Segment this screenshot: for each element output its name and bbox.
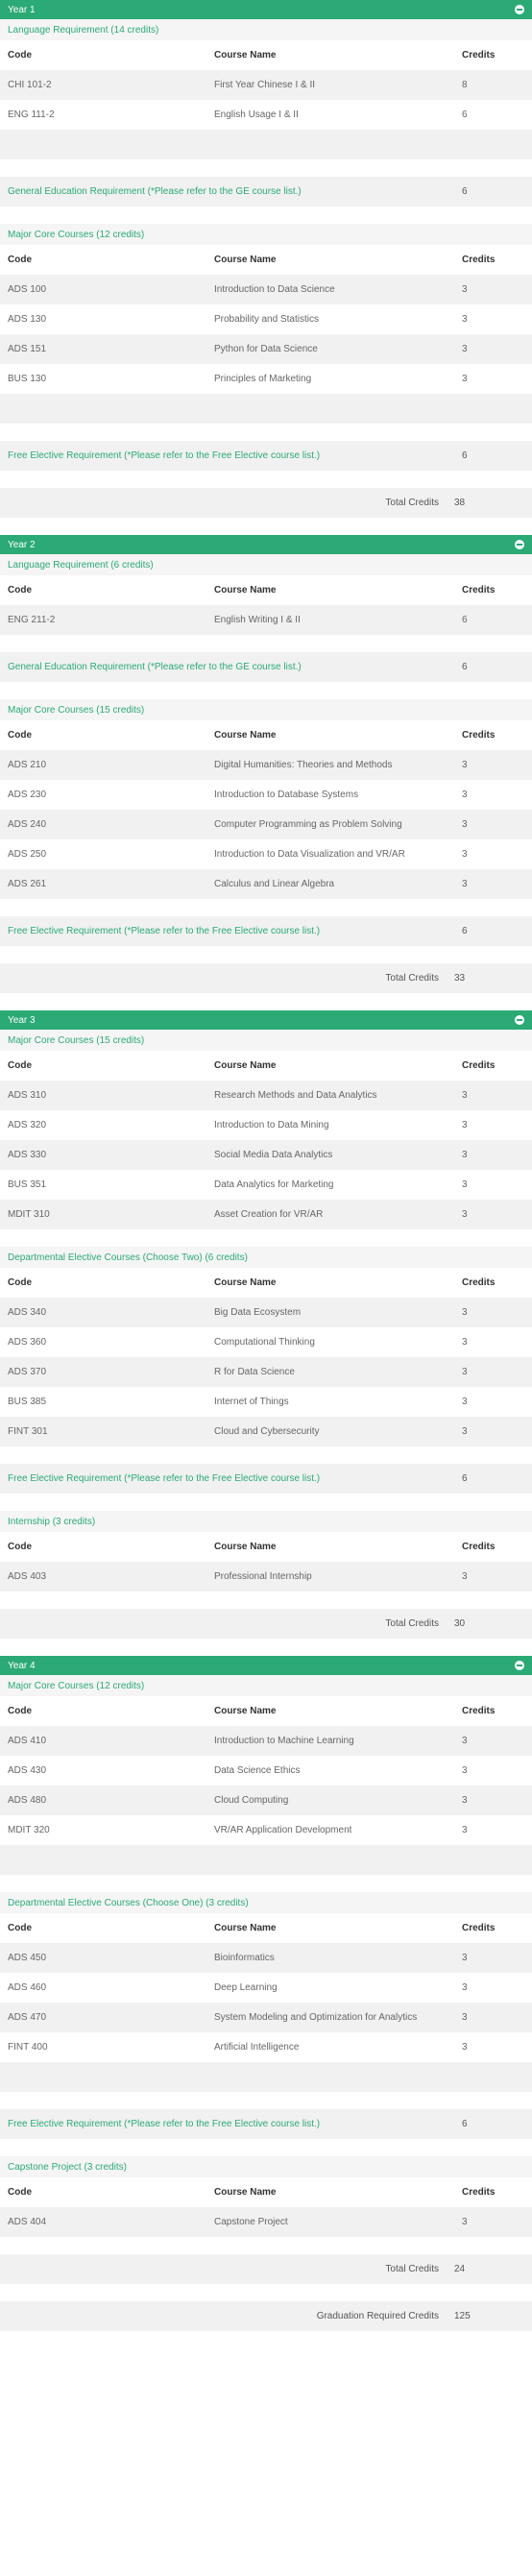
col-header-name: Course Name: [214, 1923, 277, 1933]
row-gap: [0, 993, 532, 1010]
col-header-credits: Credits: [462, 255, 496, 265]
course-credits: 6: [462, 109, 468, 120]
course-code: MDIT 310: [8, 1209, 50, 1220]
requirement-credits: 6: [462, 2119, 468, 2129]
course-credits: 3: [462, 1337, 468, 1348]
course-code: ADS 370: [8, 1367, 47, 1377]
course-code: ADS 250: [8, 849, 47, 860]
course-code: ADS 320: [8, 1120, 47, 1130]
table-row: [0, 364, 532, 394]
table-row: [0, 1110, 532, 1140]
course-name: Principles of Marketing: [214, 374, 312, 384]
table-row: [0, 2003, 532, 2032]
col-header-credits: Credits: [462, 1706, 496, 1716]
total-credits-value: 33: [454, 973, 466, 984]
course-name: Computational Thinking: [214, 1337, 315, 1348]
course-code: ADS 470: [8, 2012, 47, 2023]
course-code: ADS 480: [8, 1795, 47, 1806]
col-header-name: Course Name: [214, 585, 277, 595]
year-section: [0, 0, 532, 535]
requirement-label: Free Elective Requirement (*Please refer to the Free Elective course list.): [8, 2119, 321, 2129]
col-header-code: Code: [8, 1060, 32, 1071]
table-header-row: [0, 1913, 532, 1943]
row-gap: [0, 207, 532, 224]
year-header[interactable]: [0, 1010, 532, 1030]
table-row: [0, 605, 532, 635]
course-code: ADS 450: [8, 1953, 47, 1963]
course-code: ENG 211-2: [8, 615, 56, 625]
row-gap: [0, 899, 532, 916]
year-header[interactable]: [0, 535, 532, 554]
course-name: System Modeling and Optimization for Analytics: [214, 2012, 418, 2023]
col-header-name: Course Name: [214, 730, 277, 741]
course-credits: 3: [462, 1397, 468, 1407]
table-header-row: [0, 245, 532, 275]
course-name: Professional Internship: [214, 1571, 312, 1582]
col-header-credits: Credits: [462, 1277, 496, 1288]
col-header-code: Code: [8, 730, 32, 741]
table-row: [0, 2207, 532, 2237]
course-name: Introduction to Database Systems: [214, 790, 359, 800]
section-title: Major Core Courses (15 credits): [0, 699, 532, 720]
table-row: [0, 1417, 532, 1446]
row-gap: [0, 946, 532, 963]
table-row: [0, 1298, 532, 1327]
course-credits: 3: [462, 1426, 468, 1437]
course-credits: 3: [462, 760, 468, 770]
section-title: Language Requirement (14 credits): [0, 19, 532, 40]
table-row: [0, 1200, 532, 1229]
section-title: Departmental Elective Courses (Choose Two) (6 credits): [0, 1247, 532, 1268]
row-gap: [0, 518, 532, 535]
row-gap: [0, 682, 532, 699]
collapse-icon[interactable]: [515, 540, 524, 549]
col-header-code: Code: [8, 255, 32, 265]
col-header-code: Code: [8, 2187, 32, 2198]
course-code: BUS 130: [8, 374, 47, 384]
course-credits: 3: [462, 1090, 468, 1101]
graduation-credits-row: [0, 2301, 532, 2331]
year-section: [0, 1656, 532, 2301]
requirement-row: [0, 916, 532, 946]
requirement-credits: 6: [462, 926, 468, 936]
course-code: ADS 130: [8, 314, 47, 325]
year-title: Year 3: [8, 1014, 36, 1026]
graduation-credits-label: Graduation Required Credits: [316, 2311, 439, 2321]
table-row: [0, 100, 532, 130]
course-name: Internet of Things: [214, 1397, 289, 1407]
course-name: VR/AR Application Development: [214, 1825, 352, 1835]
course-credits: 3: [462, 790, 468, 800]
col-header-name: Course Name: [214, 2187, 277, 2198]
requirement-credits: 6: [462, 662, 468, 672]
row-filler: [0, 394, 532, 424]
col-header-name: Course Name: [214, 1060, 277, 1071]
course-credits: 3: [462, 1795, 468, 1806]
course-name: Calculus and Linear Algebra: [214, 879, 335, 889]
requirement-row: [0, 177, 532, 207]
course-code: ADS 261: [8, 879, 47, 889]
course-code: ADS 460: [8, 1982, 47, 1993]
requirement-credits: 6: [462, 1473, 468, 1484]
course-name: Capstone Project: [214, 2217, 288, 2227]
course-credits: 3: [462, 819, 468, 830]
table-header-row: [0, 1532, 532, 1562]
col-header-name: Course Name: [214, 1542, 277, 1552]
course-name: Introduction to Data Visualization and VR/AR: [214, 849, 405, 860]
section-title: Major Core Courses (15 credits): [0, 1030, 532, 1051]
row-filler: [0, 130, 532, 159]
table-row: [0, 839, 532, 869]
course-credits: 8: [462, 80, 468, 90]
course-name: R for Data Science: [214, 1367, 295, 1377]
section-title: Major Core Courses (12 credits): [0, 1675, 532, 1696]
year-title: Year 4: [8, 1660, 36, 1671]
col-header-credits: Credits: [462, 2187, 496, 2198]
course-name: Introduction to Data Mining: [214, 1120, 329, 1130]
requirement-credits: 6: [462, 450, 468, 461]
col-header-credits: Credits: [462, 1542, 496, 1552]
course-name: Digital Humanities: Theories and Methods: [214, 760, 393, 770]
requirement-row: [0, 2109, 532, 2139]
section-title: Language Requirement (6 credits): [0, 554, 532, 575]
row-filler: [0, 2062, 532, 2092]
course-code: ADS 340: [8, 1307, 47, 1318]
course-credits: 3: [462, 1571, 468, 1582]
col-header-credits: Credits: [462, 50, 496, 61]
section-title: Capstone Project (3 credits): [0, 2156, 532, 2177]
total-credits-row: [0, 2254, 532, 2284]
col-header-credits: Credits: [462, 1060, 496, 1071]
table-row: [0, 1562, 532, 1592]
table-row: [0, 869, 532, 899]
section-title: Departmental Elective Courses (Choose One) (3 credits): [0, 1892, 532, 1913]
course-code: ENG 111-2: [8, 109, 55, 120]
total-credits-value: 30: [454, 1618, 466, 1629]
course-code: FINT 400: [8, 2042, 48, 2053]
total-credits-label: Total Credits: [385, 498, 439, 508]
course-code: CHI 101-2: [8, 80, 52, 90]
course-code: ADS 100: [8, 284, 47, 295]
table-header-row: [0, 40, 532, 70]
course-code: ADS 210: [8, 760, 47, 770]
table-row: [0, 1357, 532, 1387]
table-row: [0, 275, 532, 304]
col-header-code: Code: [8, 1923, 32, 1933]
collapse-icon[interactable]: [515, 1661, 524, 1670]
table-row: [0, 304, 532, 334]
col-header-name: Course Name: [214, 1277, 277, 1288]
course-credits: 3: [462, 374, 468, 384]
course-name: First Year Chinese I & II: [214, 80, 316, 90]
collapse-icon[interactable]: [515, 5, 524, 14]
table-header-row: [0, 575, 532, 605]
col-header-code: Code: [8, 585, 32, 595]
course-code: ADS 404: [8, 2217, 47, 2227]
course-name: Big Data Ecosystem: [214, 1307, 302, 1318]
total-credits-row: [0, 963, 532, 993]
course-credits: 3: [462, 1736, 468, 1746]
total-credits-label: Total Credits: [385, 973, 439, 984]
course-name: Introduction to Data Science: [214, 284, 335, 295]
requirement-row: [0, 1464, 532, 1494]
course-name: Deep Learning: [214, 1982, 278, 1993]
course-code: ADS 240: [8, 819, 47, 830]
table-header-row: [0, 2177, 532, 2207]
course-credits: 3: [462, 2012, 468, 2023]
course-name: Data Analytics for Marketing: [214, 1179, 334, 1190]
course-code: ADS 360: [8, 1337, 47, 1348]
course-name: Artificial Intelligence: [214, 2042, 300, 2053]
course-name: Bioinformatics: [214, 1953, 275, 1963]
course-credits: 3: [462, 1825, 468, 1835]
row-filler: [0, 1845, 532, 1875]
course-code: ADS 430: [8, 1765, 47, 1776]
course-credits: 3: [462, 879, 468, 889]
table-header-row: [0, 1051, 532, 1081]
table-header-row: [0, 1268, 532, 1298]
row-gap: [0, 1592, 532, 1609]
course-name: Social Media Data Analytics: [214, 1150, 333, 1160]
total-credits-value: 38: [454, 498, 466, 508]
row-gap: [0, 2284, 532, 2301]
table-row: [0, 1327, 532, 1357]
table-row: [0, 780, 532, 810]
course-credits: 3: [462, 2217, 468, 2227]
row-gap: [0, 1446, 532, 1464]
course-code: FINT 301: [8, 1426, 48, 1437]
course-name: Cloud Computing: [214, 1795, 289, 1806]
total-credits-row: [0, 1609, 532, 1639]
course-credits: 3: [462, 1982, 468, 1993]
course-credits: 6: [462, 615, 468, 625]
course-name: Probability and Statistics: [214, 314, 319, 325]
table-header-row: [0, 720, 532, 750]
col-header-credits: Credits: [462, 730, 496, 741]
course-credits: 3: [462, 1209, 468, 1220]
requirement-label: Free Elective Requirement (*Please refer to the Free Elective course list.): [8, 450, 321, 461]
course-name: Python for Data Science: [214, 344, 318, 354]
row-gap: [0, 424, 532, 441]
year-title: Year 2: [8, 539, 36, 550]
table-row: [0, 70, 532, 100]
course-credits: 3: [462, 1367, 468, 1377]
course-name: Introduction to Machine Learning: [214, 1736, 354, 1746]
table-row: [0, 1756, 532, 1786]
table-header-row: [0, 1696, 532, 1726]
row-gap: [0, 2092, 532, 2109]
row-gap: [0, 2237, 532, 2254]
course-name: Asset Creation for VR/AR: [214, 1209, 324, 1220]
total-credits-value: 24: [454, 2264, 466, 2274]
year-title: Year 1: [8, 4, 36, 15]
col-header-code: Code: [8, 1542, 32, 1552]
year-header[interactable]: [0, 0, 532, 19]
row-gap: [0, 159, 532, 177]
section-title: Internship (3 credits): [0, 1511, 532, 1532]
course-credits: 3: [462, 314, 468, 325]
table-row: [0, 2032, 532, 2062]
table-row: [0, 1973, 532, 2003]
requirement-label: Free Elective Requirement (*Please refer to the Free Elective course list.): [8, 1473, 321, 1484]
course-code: BUS 385: [8, 1397, 47, 1407]
course-credits: 3: [462, 849, 468, 860]
course-credits: 3: [462, 344, 468, 354]
requirement-credits: 6: [462, 186, 468, 197]
col-header-credits: Credits: [462, 585, 496, 595]
total-credits-label: Total Credits: [385, 2264, 439, 2274]
row-gap: [0, 471, 532, 488]
course-credits: 3: [462, 1307, 468, 1318]
table-row: [0, 1387, 532, 1417]
course-name: Computer Programming as Problem Solving: [214, 819, 402, 830]
collapse-icon[interactable]: [515, 1015, 524, 1025]
table-row: [0, 1726, 532, 1756]
row-gap: [0, 1494, 532, 1511]
row-gap: [0, 635, 532, 652]
requirement-label: General Education Requirement (*Please refer to the GE course list.): [8, 186, 302, 197]
col-header-name: Course Name: [214, 1706, 277, 1716]
section-title: Major Core Courses (12 credits): [0, 224, 532, 245]
col-header-credits: Credits: [462, 1923, 496, 1933]
table-row: [0, 1786, 532, 1815]
col-header-name: Course Name: [214, 50, 277, 61]
course-code: ADS 330: [8, 1150, 47, 1160]
course-credits: 3: [462, 1120, 468, 1130]
total-credits-label: Total Credits: [385, 1618, 439, 1629]
col-header-code: Code: [8, 50, 32, 61]
course-code: ADS 310: [8, 1090, 47, 1101]
requirement-row: [0, 652, 532, 682]
requirement-row: [0, 441, 532, 471]
table-row: [0, 1170, 532, 1200]
table-row: [0, 750, 532, 780]
course-name: Research Methods and Data Analytics: [214, 1090, 377, 1101]
course-credits: 3: [462, 1765, 468, 1776]
course-credits: 3: [462, 2042, 468, 2053]
year-section: [0, 1010, 532, 1656]
course-code: ADS 151: [8, 344, 47, 354]
table-row: [0, 810, 532, 839]
row-gap: [0, 1875, 532, 1892]
course-name: English Writing I & II: [214, 615, 301, 625]
requirement-label: Free Elective Requirement (*Please refer to the Free Elective course list.): [8, 926, 321, 936]
course-code: ADS 230: [8, 790, 47, 800]
course-code: ADS 403: [8, 1571, 47, 1582]
course-name: Data Science Ethics: [214, 1765, 301, 1776]
course-credits: 3: [462, 1150, 468, 1160]
row-gap: [0, 1639, 532, 1656]
col-header-code: Code: [8, 1277, 32, 1288]
row-gap: [0, 2139, 532, 2156]
table-row: [0, 1081, 532, 1110]
row-gap: [0, 1229, 532, 1247]
course-code: BUS 351: [8, 1179, 47, 1190]
table-row: [0, 1815, 532, 1845]
course-code: ADS 410: [8, 1736, 47, 1746]
table-row: [0, 1140, 532, 1170]
table-row: [0, 1943, 532, 1973]
table-row: [0, 334, 532, 364]
course-credits: 3: [462, 1953, 468, 1963]
total-credits-row: [0, 488, 532, 518]
year-header[interactable]: [0, 1656, 532, 1675]
course-credits: 3: [462, 284, 468, 295]
requirement-label: General Education Requirement (*Please refer to the GE course list.): [8, 662, 302, 672]
course-name: English Usage I & II: [214, 109, 299, 120]
col-header-code: Code: [8, 1706, 32, 1716]
graduation-credits-value: 125: [454, 2311, 471, 2321]
year-section: [0, 535, 532, 1010]
col-header-name: Course Name: [214, 255, 277, 265]
course-credits: 3: [462, 1179, 468, 1190]
course-code: MDIT 320: [8, 1825, 50, 1835]
course-name: Cloud and Cybersecurity: [214, 1426, 320, 1437]
